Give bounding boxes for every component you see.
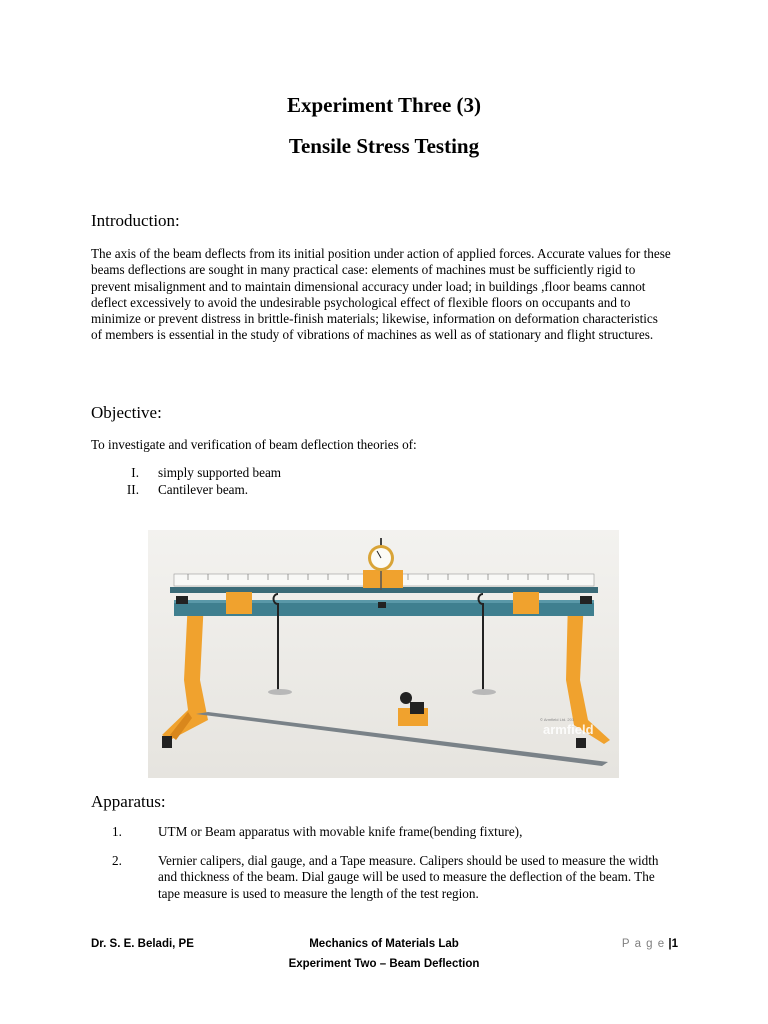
apparatus-item	[112, 853, 672, 903]
copyright-text: © Armfield Ltd. 201	[540, 717, 575, 722]
objective-paragraph: To investigate and verification of beam deflection theories of:	[91, 437, 417, 452]
beam-apparatus-photo	[148, 530, 619, 778]
page-subtitle: Tensile Stress Testing	[288, 134, 480, 158]
objective-item	[112, 482, 248, 498]
page-number: 1	[671, 938, 678, 950]
objective-item-label: Cantilever beam.	[158, 482, 249, 497]
footer-author: Dr. S. E. Beladi, PE	[91, 938, 194, 950]
page-title: Experiment Three (3)	[286, 93, 482, 117]
objective-item	[112, 465, 281, 481]
beam-apparatus-illustration	[148, 530, 619, 778]
apparatus-item-number: 2.	[112, 853, 122, 868]
objective-item-label: simply supported beam	[158, 465, 282, 480]
page-separator: |	[668, 938, 672, 950]
introduction-heading: Introduction:	[91, 211, 180, 230]
apparatus-item-number: 1.	[112, 824, 122, 839]
objective-heading: Objective:	[91, 403, 162, 422]
page-label: P a g e	[621, 938, 666, 950]
footer-experiment: Experiment Two – Beam Deflection	[288, 958, 480, 970]
apparatus-item	[112, 824, 672, 842]
apparatus-item-text: Vernier calipers, dial gauge, and a Tape measure. Calipers should be used to measure the width and thickness of the beam. Dial gauge will be used to measure the deflection of the beam. The tape measure is used to measure the length of the test region.	[158, 853, 659, 901]
objective-item-number: I.	[131, 465, 139, 480]
footer-page	[622, 938, 678, 950]
apparatus-item-text: UTM or Beam apparatus with movable knife frame(bending fixture),	[158, 824, 523, 839]
introduction-paragraph: The axis of the beam deflects from its initial position under action of applied forces. Accurate values for these beams deflections are sought in many practical case: elements of machines must be sufficiently rigid to prevent misalignment and to maintain dimensional accuracy under load; in buildings ,floor beams cannot deflect excessively to avoid the undesirable psychological effect of flexible floors on occupants and to minimize or prevent distress in brittle-finish materials; likewise, information on deformation characteristics of members is essential in the study of vibrations of machines as well as of stationary and flight structures.	[91, 246, 671, 343]
footer-course: Mechanics of Materials Lab	[309, 938, 459, 950]
watermark-text: armfield	[543, 722, 594, 737]
apparatus-heading: Apparatus:	[91, 792, 166, 811]
objective-item-number: II.	[126, 482, 139, 497]
